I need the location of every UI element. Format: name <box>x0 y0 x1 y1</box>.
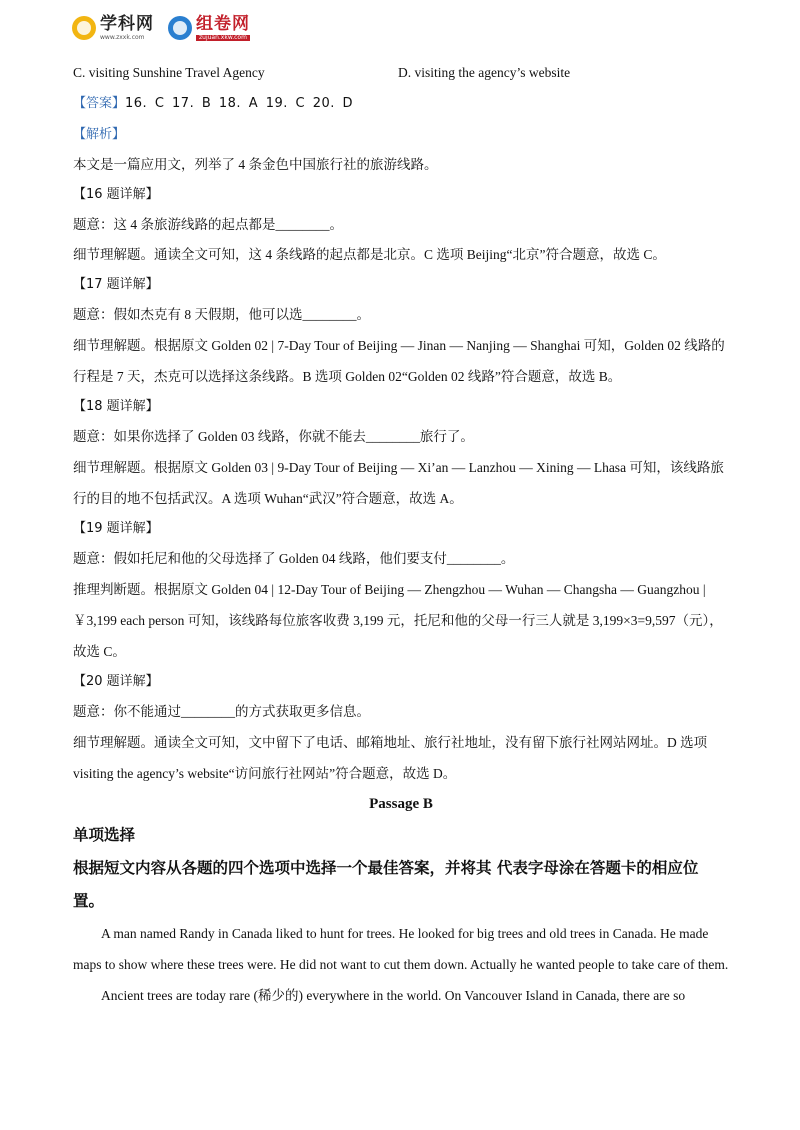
q16-heading: 【16 题详解】 <box>73 187 159 202</box>
option-d: D. visiting the agency’s website <box>398 65 571 80</box>
q18-meaning: 题意：如果你选择了 Golden 03 线路，你就不能去________旅行了。 <box>73 429 474 444</box>
answer-tag: 【答案】 <box>73 96 126 111</box>
passage-b-title: Passage B <box>369 796 433 812</box>
options-row <box>73 58 729 88</box>
q17-meaning: 题意：假如杰克有 8 天假期，他可以选________。 <box>73 307 370 322</box>
q19-heading: 【19 题详解】 <box>73 521 159 536</box>
q16-meaning: 题意：这 4 条旅游线路的起点都是________。 <box>73 217 343 232</box>
q17-heading: 【17 题详解】 <box>73 277 159 292</box>
passage-paragraph-1: A man named Randy in Canada liked to hunt for trees. He looked for big trees and old trees in Canada. He made maps to show where these trees were. He did not want to cut them down. Actually he wanted people to take care of them. <box>73 926 729 972</box>
q17-explain: 细节理解题。根据原文 Golden 02 | 7-Day Tour of Beijing — Jinan — Nanjing — Shanghai 可知，Golden 02 线路的行程是 7 天，杰克可以选择这条线路。B 选项 Golden 02“Golden 02 线路”符合题意，故选 B。 <box>73 338 725 384</box>
q18-explain: 细节理解题。根据原文 Golden 03 | 9-Day Tour of Beijing — Xi’an — Lanzhou — Xining — Lhasa 可知，该线路旅行的目的地不包括武汉。A 选项 Wuhan“武汉”符合题意，故选 A。 <box>73 460 724 506</box>
q19-meaning: 题意：假如托尼和他的父母选择了 Golden 04 线路，他们要支付________。 <box>73 551 515 566</box>
zujuan-logo[interactable] <box>168 13 250 41</box>
q18-heading: 【18 题详解】 <box>73 399 159 414</box>
zxxk-logo-url: www.zxxk.com <box>100 33 145 41</box>
q20-meaning: 题意：你不能通过________的方式获取更多信息。 <box>73 704 370 719</box>
zujuan-logo-title: 组卷网 <box>196 13 250 34</box>
page-header <box>72 10 250 46</box>
option-c: C. visiting Sunshine Travel Agency <box>73 65 265 80</box>
document-body <box>73 58 729 1011</box>
q20-explain: 细节理解题。通读全文可知，文中留下了电话、邮箱地址、旅行社地址，没有留下旅行社网站网址。D 选项 visiting the agency’s website“访问旅行社网站”符合题意，故选 D。 <box>73 735 708 781</box>
q19-explain: 推理判断题。根据原文 Golden 04 | 12-Day Tour of Beijing — Zhengzhou — Wuhan — Changsha — Guangzhou | ￥3,199 each person 可知，该线路每位旅客收费 3,199 元，托尼和他的父母一行三人就是 3,199×3=9,597（元），故选 C。 <box>73 582 723 659</box>
owl-icon <box>168 16 192 40</box>
analysis-line <box>73 119 729 150</box>
analysis-tag: 【解析】 <box>73 127 126 142</box>
analysis-intro: 本文是一篇应用文，列举了 4 条金色中国旅行社的旅游线路。 <box>73 157 438 172</box>
zujuan-logo-url: zujuan.xkw.com <box>196 35 250 41</box>
mascot-icon <box>72 16 96 40</box>
q20-heading: 【20 题详解】 <box>73 674 159 689</box>
instruction-text: 根据短文内容从各题的四个选项中选择一个最佳答案，并将其 代表字母涂在答题卡的相应位置。 <box>73 859 699 910</box>
passage-paragraph-2: Ancient trees are today rare (稀少的) everywhere in the world. On Vancouver Island in Canada, there are so <box>101 988 686 1003</box>
answer-line <box>73 88 729 119</box>
q16-explain: 细节理解题。通读全文可知，这 4 条线路的起点都是北京。C 选项 Beijing“北京”符合题意，故选 C。 <box>73 247 666 262</box>
answer-text: 16. C 17. B 18. A 19. C 20. D <box>125 96 354 111</box>
section-title: 单项选择 <box>73 826 136 844</box>
zxxk-logo-title: 学科网 <box>100 13 154 34</box>
zxxk-logo[interactable] <box>72 13 154 41</box>
